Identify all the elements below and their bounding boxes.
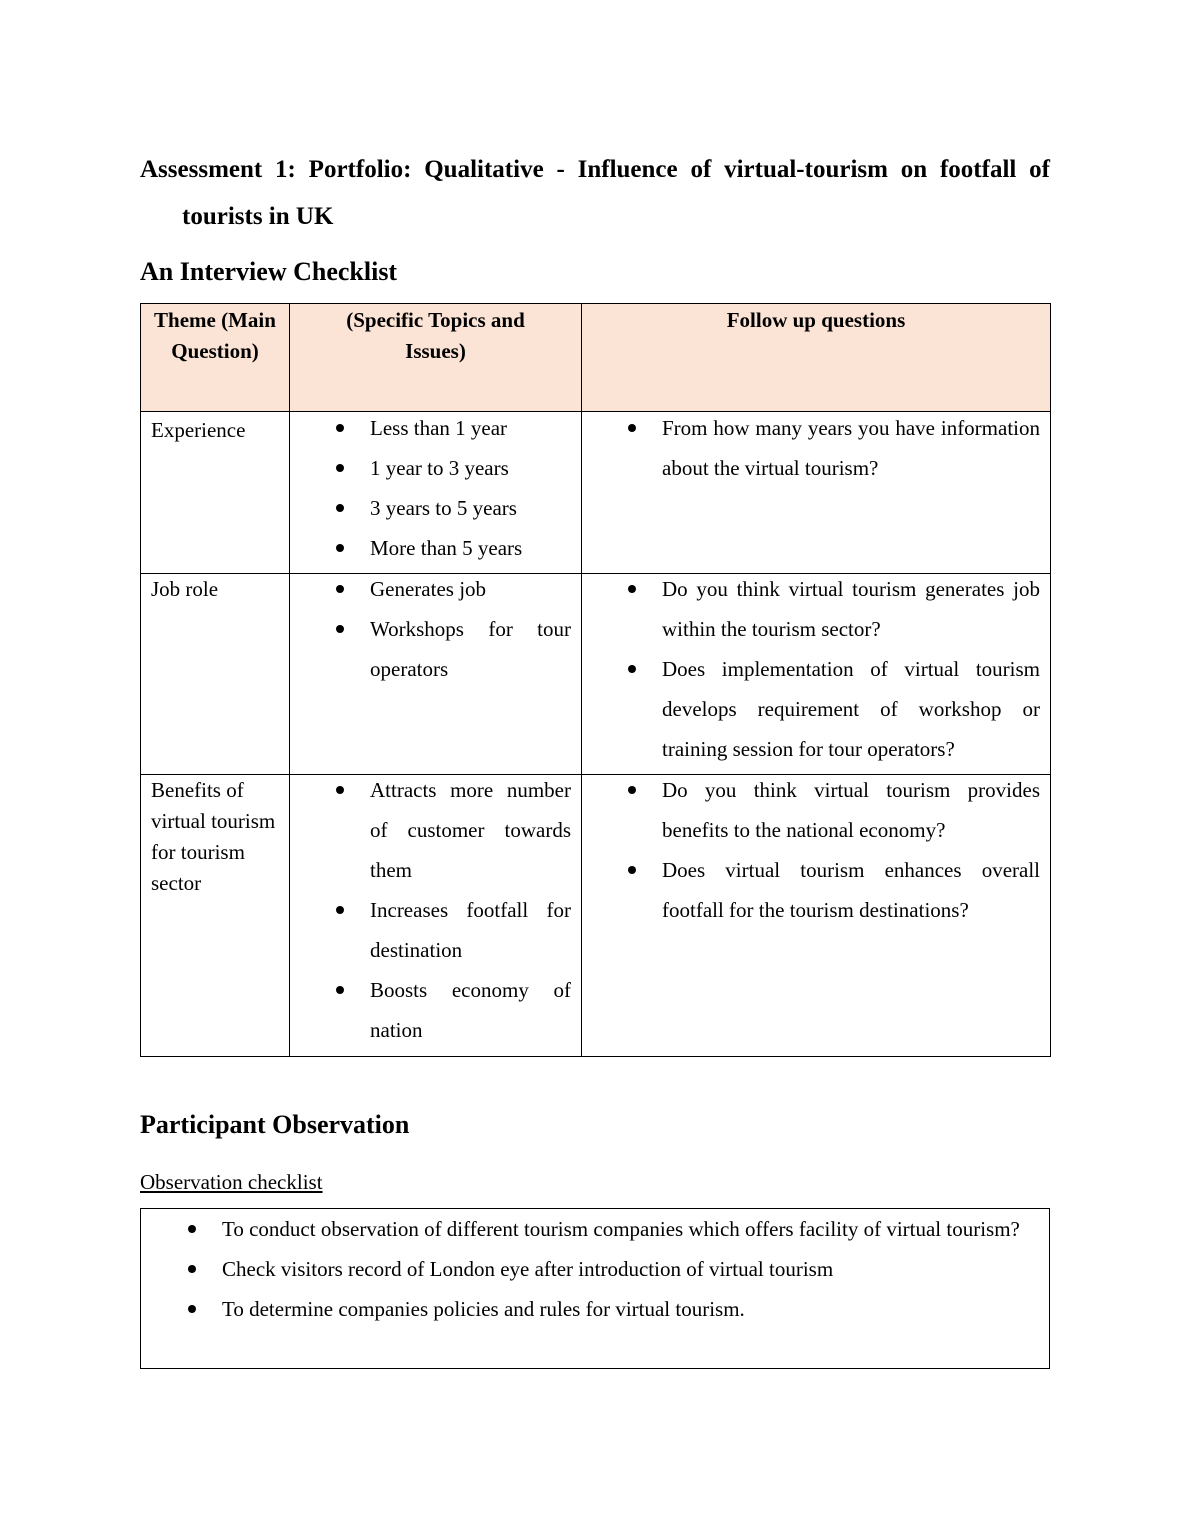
topics-cell [290, 574, 582, 775]
list-item: Workshops for tour operators [300, 609, 571, 689]
list-item: Attracts more number of customer towards them [300, 770, 571, 890]
list-item: To determine companies policies and rules for virtual tourism. [152, 1289, 1038, 1329]
list-item: More than 5 years [300, 528, 571, 568]
table-row [141, 574, 1051, 775]
list-item: From how many years you have information about the virtual tourism? [592, 408, 1040, 488]
column-header-topics: (Specific Topics and Issues) [290, 304, 582, 412]
list-item: Check visitors record of London eye after introduction of virtual tourism [152, 1249, 1038, 1289]
list-item: Increases footfall for destination [300, 890, 571, 970]
theme-cell: Job role [141, 574, 290, 775]
document-title: Assessment 1: Portfolio: Qualitative - Influence of virtual-tourism on footfall of tourists in UK [140, 156, 1050, 230]
table-row [141, 775, 1051, 1057]
list-item: Generates job [300, 569, 571, 609]
list-item: 1 year to 3 years [300, 448, 571, 488]
list-item: Does virtual tourism enhances overall footfall for the tourism destinations? [592, 850, 1040, 930]
theme-cell: Benefits of virtual tourism for tourism sector [141, 775, 290, 1057]
column-header-questions: Follow up questions [582, 304, 1051, 412]
topics-cell [290, 412, 582, 574]
questions-cell [582, 412, 1051, 574]
list-item: To conduct observation of different tourism companies which offers facility of virtual tourism? [152, 1209, 1038, 1249]
list-item: Do you think virtual tourism generates job within the tourism sector? [592, 569, 1040, 649]
table-row [141, 412, 1051, 574]
interview-checklist-heading: An Interview Checklist [140, 257, 398, 286]
participant-observation-heading: Participant Observation [140, 1110, 410, 1139]
observation-checklist-label: Observation checklist [140, 1170, 323, 1194]
interview-checklist-table [140, 303, 1051, 1057]
theme-cell: Experience [141, 412, 290, 574]
list-item: Do you think virtual tourism provides benefits to the national economy? [592, 770, 1040, 850]
list-item: Boosts economy of nation [300, 970, 571, 1050]
list-item: Does implementation of virtual tourism develops requirement of workshop or training session for tour operators? [592, 649, 1040, 769]
topics-cell [290, 775, 582, 1057]
column-header-theme: Theme (Main Question) [141, 304, 290, 412]
list-item: Less than 1 year [300, 408, 571, 448]
observation-checklist-box [140, 1208, 1050, 1369]
table-header-row [141, 304, 1051, 412]
list-item: 3 years to 5 years [300, 488, 571, 528]
questions-cell [582, 775, 1051, 1057]
questions-cell [582, 574, 1051, 775]
